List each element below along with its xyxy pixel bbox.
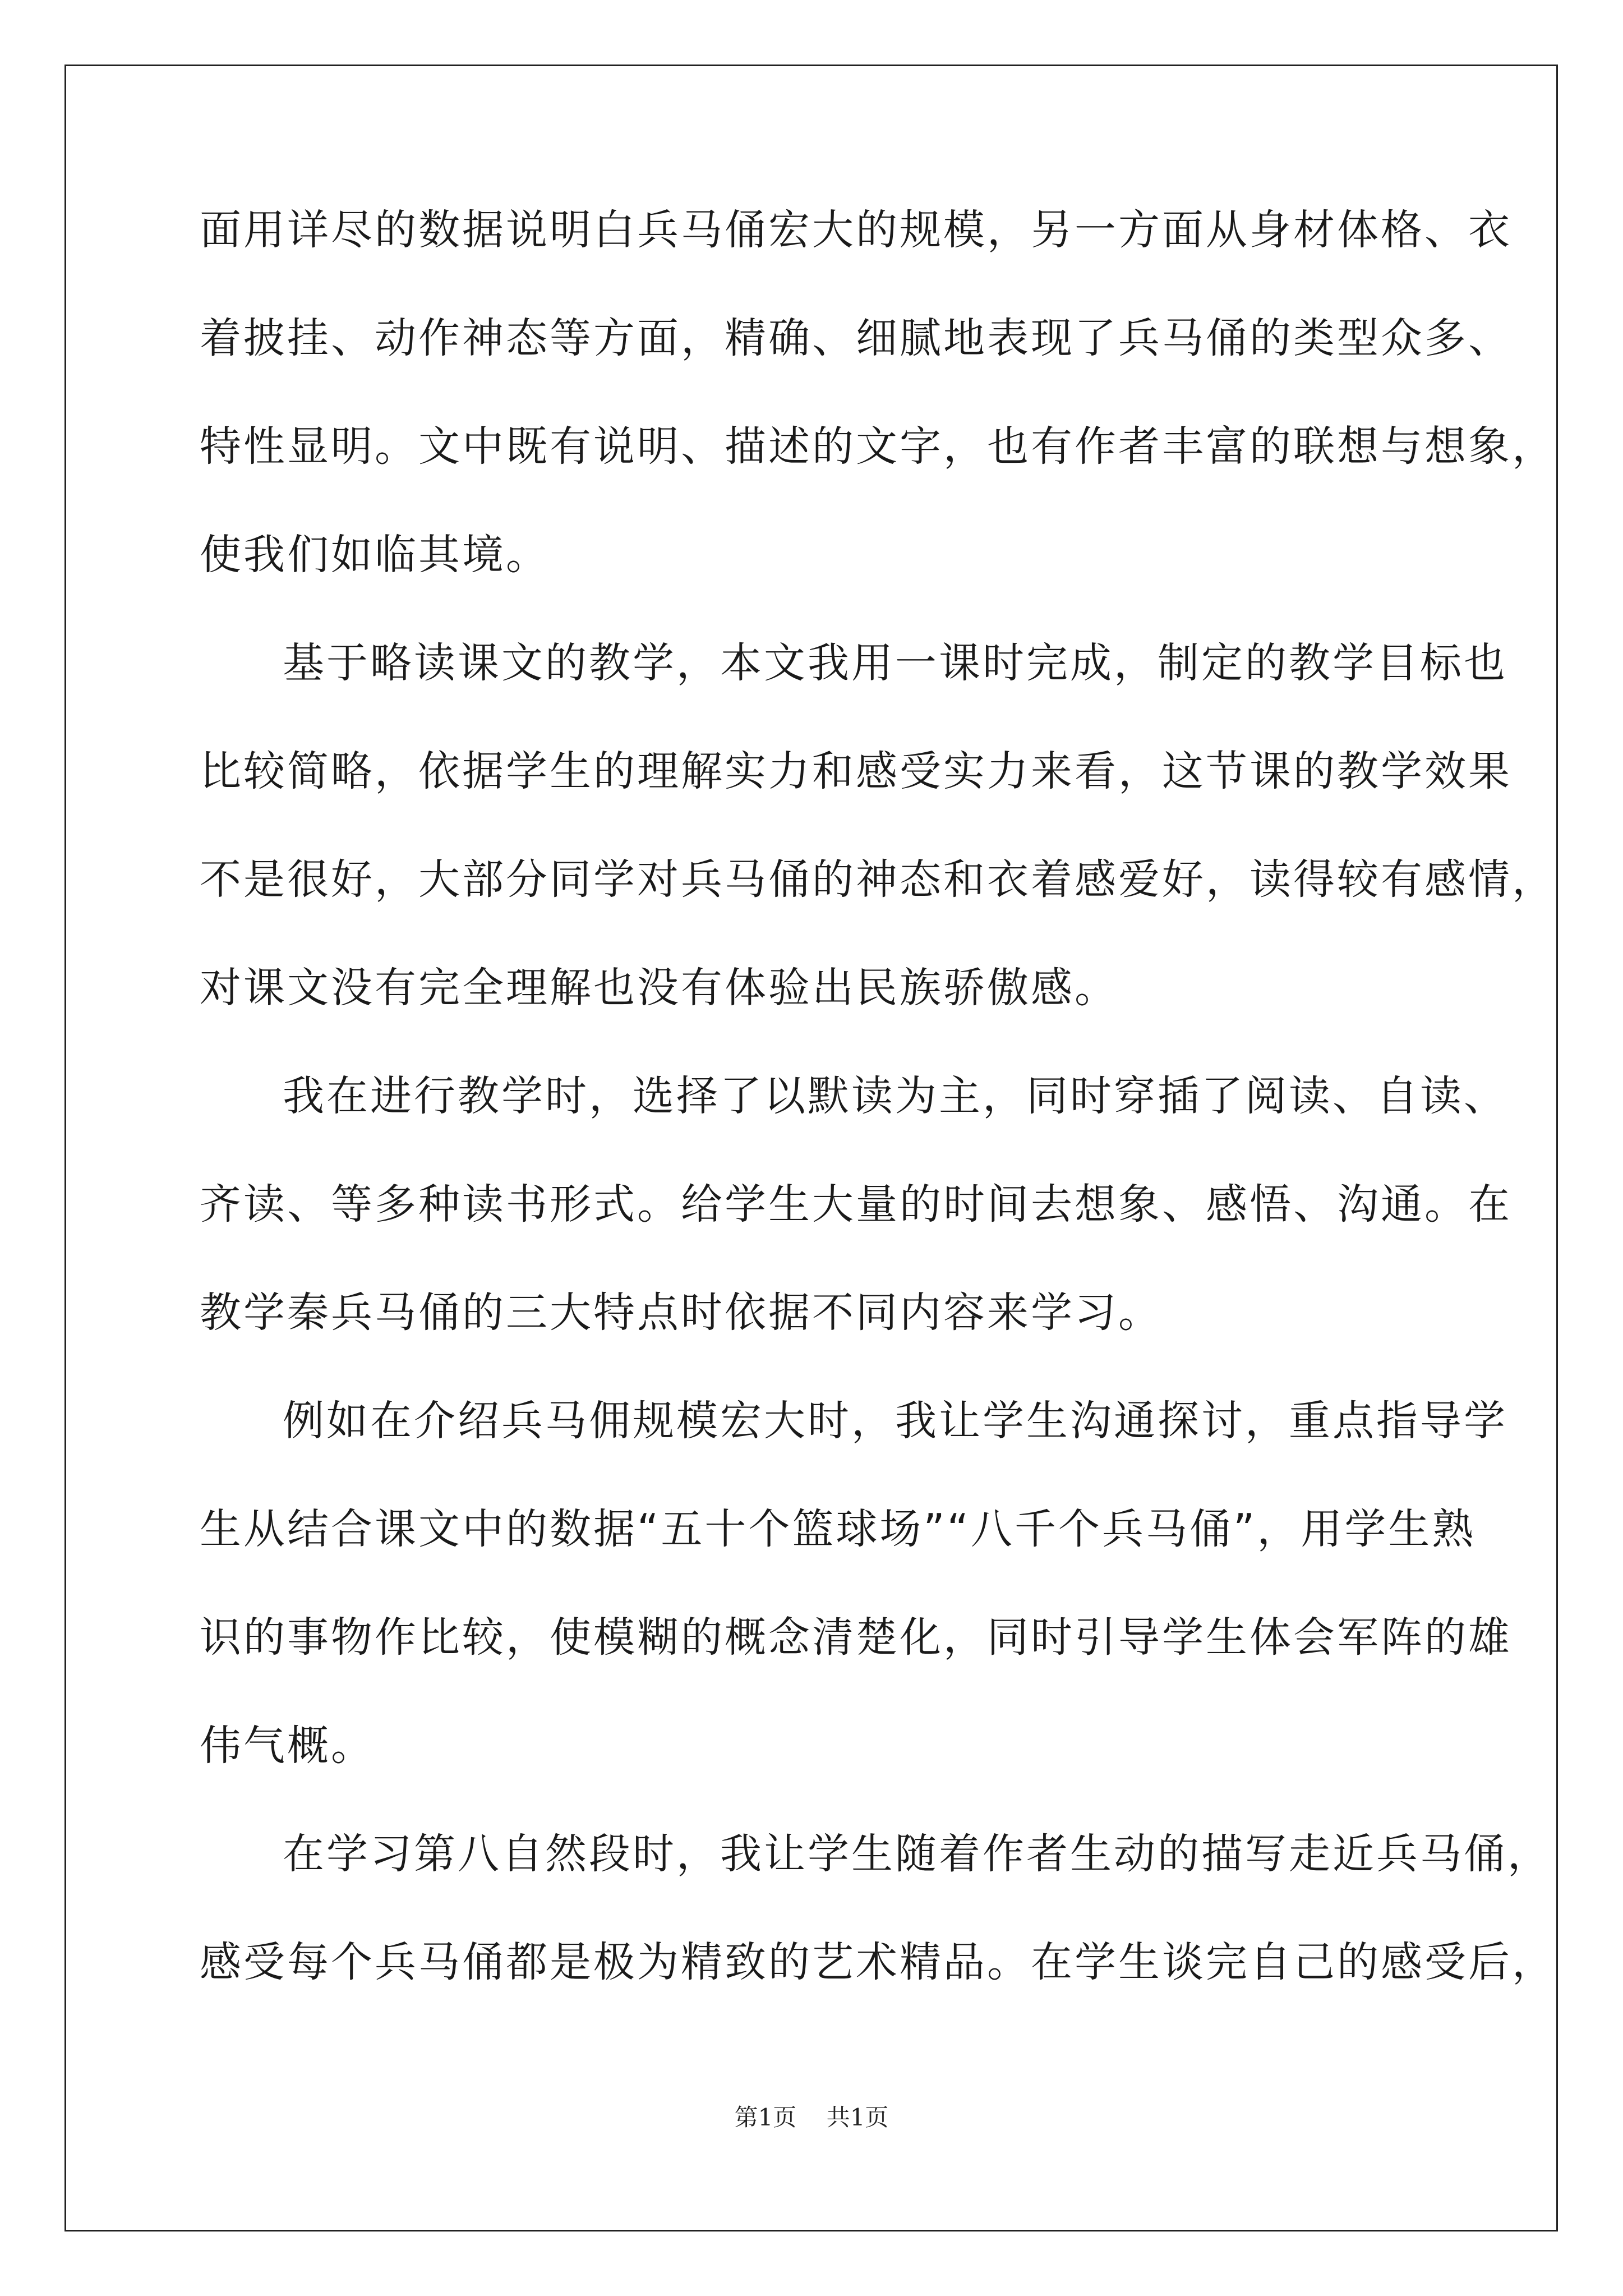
page-footer bbox=[0, 2101, 1623, 2134]
text-line: 特性显明。文中既有说明、描述的文字，也有作者丰富的联想与想象， bbox=[200, 422, 1556, 471]
text-line: 使我们如临其境。 bbox=[200, 531, 550, 579]
text-line: 生从结合课文中的数据“五十个篮球场”“八千个兵马俑”，用学生熟 bbox=[200, 1505, 1476, 1553]
page-total: 共1页 bbox=[826, 2104, 889, 2131]
paragraph-first-line: 例如在介绍兵马佣规模宏大时，我让学生沟通探讨，重点指导学 bbox=[283, 1397, 1507, 1445]
text-line: 伟气概。 bbox=[200, 1722, 375, 1770]
paragraph-first-line: 我在进行教学时，选择了以默读为主，同时穿插了阅读、自读、 bbox=[283, 1072, 1507, 1120]
page-number: 第1页 bbox=[734, 2104, 797, 2131]
text-line: 面用详尽的数据说明白兵马俑宏大的规模，另一方面从身材体格、衣 bbox=[200, 206, 1512, 254]
text-line: 着披挂、动作神态等方面，精确、细腻地表现了兵马俑的类型众多、 bbox=[200, 314, 1512, 362]
text-line: 感受每个兵马俑都是极为精致的艺术精品。在学生谈完自己的感受后， bbox=[200, 1938, 1556, 1986]
page-border bbox=[64, 65, 1558, 2231]
text-line: 齐读、等多种读书形式。给学生大量的时间去想象、感悟、沟通。在 bbox=[200, 1180, 1512, 1228]
text-line: 不是很好，大部分同学对兵马俑的神态和衣着感爱好，读得较有感情， bbox=[200, 855, 1556, 904]
text-line: 比较简略，依据学生的理解实力和感受实力来看，这节课的教学效果 bbox=[200, 747, 1512, 795]
text-line: 教学秦兵马俑的三大特点时依据不同内容来学习。 bbox=[200, 1289, 1162, 1337]
text-line: 识的事物作比较，使模糊的概念清楚化，同时引导学生体会军阵的雄 bbox=[200, 1613, 1512, 1662]
paragraph-first-line: 在学习第八自然段时，我让学生随着作者生动的描写走近兵马俑， bbox=[283, 1830, 1551, 1878]
text-line: 对课文没有完全理解也没有体验出民族骄傲感。 bbox=[200, 964, 1118, 1012]
paragraph-first-line: 基于略读课文的教学，本文我用一课时完成，制定的教学目标也 bbox=[283, 639, 1507, 687]
